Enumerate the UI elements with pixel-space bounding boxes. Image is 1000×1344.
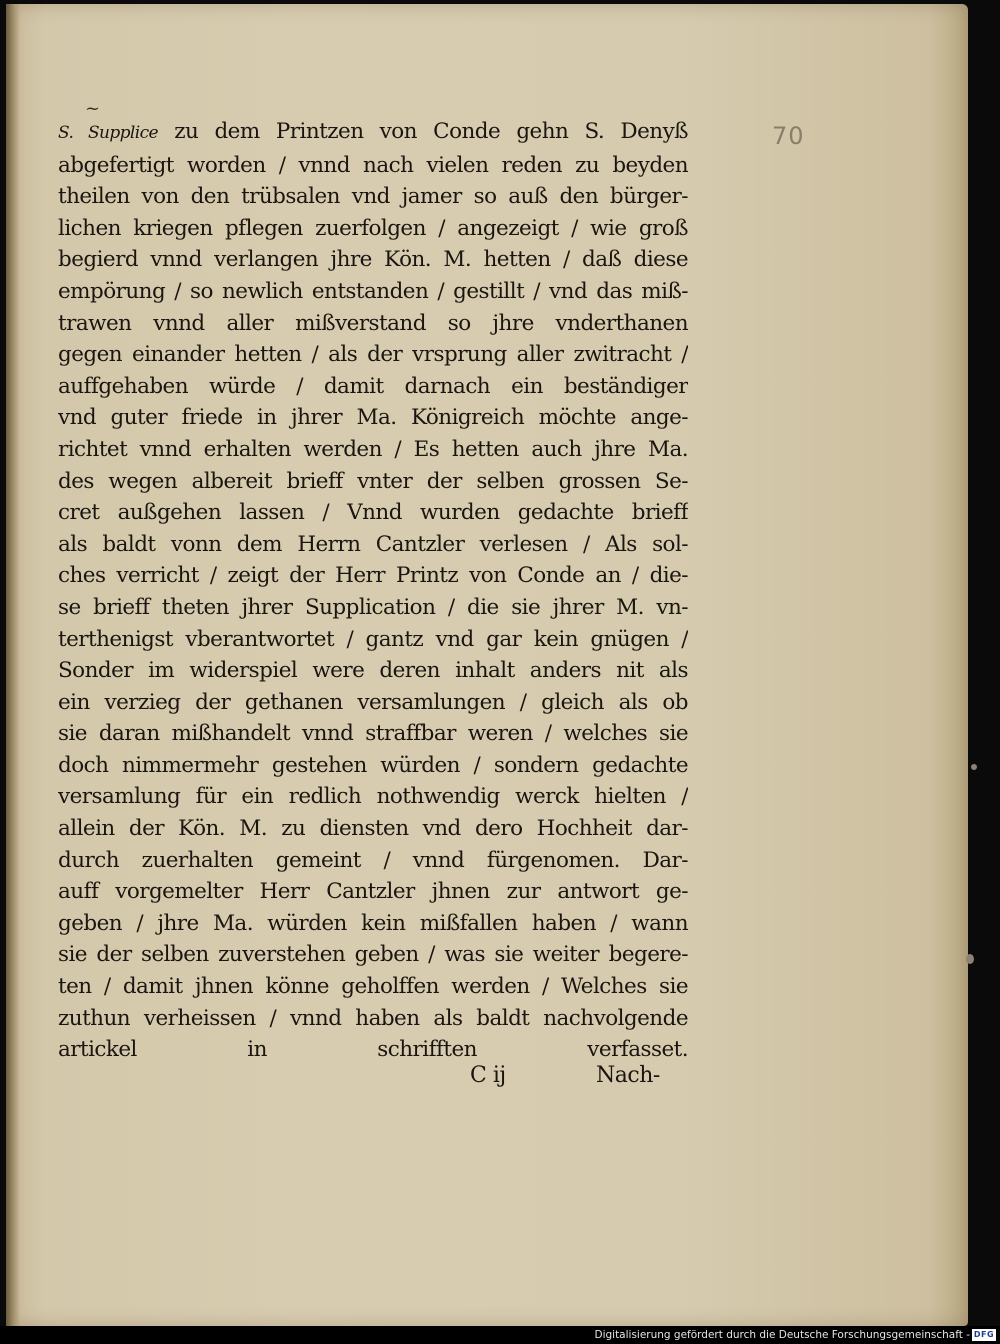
line-text: ten / damit jhnen könne geholffen werden / Welches sie	[58, 974, 688, 1000]
line-text: versamlung für ein redlich nothwendig werck hielten /	[58, 784, 688, 810]
text-line	[58, 497, 688, 529]
text-line	[58, 339, 688, 371]
folio-number: 70	[772, 122, 805, 150]
line-text: ches verricht / zeigt der Herr Printz von Conde an / die-	[58, 563, 688, 589]
line-text: empörung / so newlich entstanden / gestillt / vnd das miß-	[58, 278, 688, 304]
digitization-credit: Digitalisierung gefördert durch die Deutsche Forschungsgemeinschaft -	[594, 1329, 970, 1341]
line-text: auffgehaben würde / damit darnach ein beständiger	[58, 373, 688, 399]
text-line	[58, 624, 688, 656]
line-text: vnd guter friede in jhrer Ma. Königreich möchte ange-	[58, 405, 688, 431]
line-text: sie der selben zuverstehen geben / was sie weiter begere-	[58, 942, 688, 968]
body-text	[58, 116, 688, 1066]
line-text: begierd vnnd verlangen jhre Kön. M. hetten / daß diese	[58, 247, 688, 273]
text-line	[58, 308, 688, 340]
paper-stain	[971, 764, 977, 770]
text-line	[58, 750, 688, 782]
text-line	[58, 466, 688, 498]
text-line	[58, 529, 688, 561]
line-text: abgefertigt worden / vnnd nach vielen reden zu beyden	[58, 152, 688, 178]
line-text: sie daran mißhandelt vnnd straffbar weren / welches sie	[58, 721, 688, 747]
text-line	[58, 116, 688, 150]
line-text: doch nimmermehr gestehen würden / sondern gedachte	[58, 752, 688, 778]
line-text: als baldt vonn dem Herrn Cantzler verlesen / Als sol-	[58, 531, 688, 557]
text-line	[58, 687, 688, 719]
line-prefix: S. Supplice	[58, 123, 158, 143]
line-text: se brieff theten jhrer Supplication / die sie jhrer M. vn-	[58, 594, 688, 620]
dfg-logo: DFG	[973, 1330, 995, 1339]
paper-stain	[966, 954, 974, 964]
line-text: durch zuerhalten gemeint / vnnd fürgenomen. Dar-	[58, 847, 688, 873]
text-line	[58, 845, 688, 877]
line-text: ein verzieg der gethanen versamlungen / gleich als ob	[58, 689, 688, 715]
text-line	[58, 718, 688, 750]
text-line	[58, 971, 688, 1003]
text-line	[58, 150, 688, 182]
text-line	[58, 213, 688, 245]
text-line	[58, 1003, 688, 1035]
text-line	[58, 402, 688, 434]
line-text: lichen kriegen pflegen zuerfolgen / angezeigt / wie groß	[58, 215, 688, 241]
text-line	[58, 276, 688, 308]
text-line	[58, 181, 688, 213]
line-text: cret außgehen lassen / Vnnd wurden gedachte brieff	[58, 500, 688, 526]
line-text: zu dem Printzen von Conde gehn S. Denyß	[174, 119, 688, 144]
text-line	[58, 592, 688, 624]
text-line	[58, 876, 688, 908]
text-line	[58, 939, 688, 971]
text-line	[58, 655, 688, 687]
margin-dash: ~	[85, 98, 101, 119]
text-line	[58, 781, 688, 813]
line-text: Sonder im widerspiel were deren inhalt anders nit als	[58, 658, 688, 684]
text-line	[58, 908, 688, 940]
line-text: des wegen albereit brieff vnter der selben grossen Se-	[58, 468, 688, 494]
line-text: artickel in schrifften verfasset.	[58, 1037, 688, 1063]
text-line	[58, 371, 688, 403]
catchword: Nach-	[596, 1063, 660, 1088]
line-text: allein der Kön. M. zu diensten vnd dero Hochheit dar-	[58, 816, 688, 842]
line-text: geben / jhre Ma. würden kein mißfallen haben / wann	[58, 910, 688, 936]
text-line	[58, 560, 688, 592]
line-text: trawen vnnd aller mißverstand so jhre vnderthanen	[58, 310, 688, 336]
line-text: zuthun verheissen / vnnd haben als baldt nachvolgende	[58, 1005, 688, 1031]
line-text: theilen von den trübsalen vnd jamer so auß den bürger-	[58, 184, 688, 210]
line-text: richtet vnnd erhalten werden / Es hetten auch jhre Ma.	[58, 436, 688, 462]
text-line	[58, 244, 688, 276]
line-text: auff vorgemelter Herr Cantzler jhnen zur antwort ge-	[58, 879, 688, 905]
line-text: gegen einander hetten / als der vrsprung aller zwitracht /	[58, 342, 688, 368]
line-text: terthenigst vberantwortet / gantz vnd gar kein gnügen /	[58, 626, 688, 652]
text-line	[58, 434, 688, 466]
text-line	[58, 813, 688, 845]
page-gutter-shadow	[6, 4, 20, 1326]
signature-mark: C ij	[470, 1063, 506, 1088]
text-line	[58, 1034, 688, 1066]
